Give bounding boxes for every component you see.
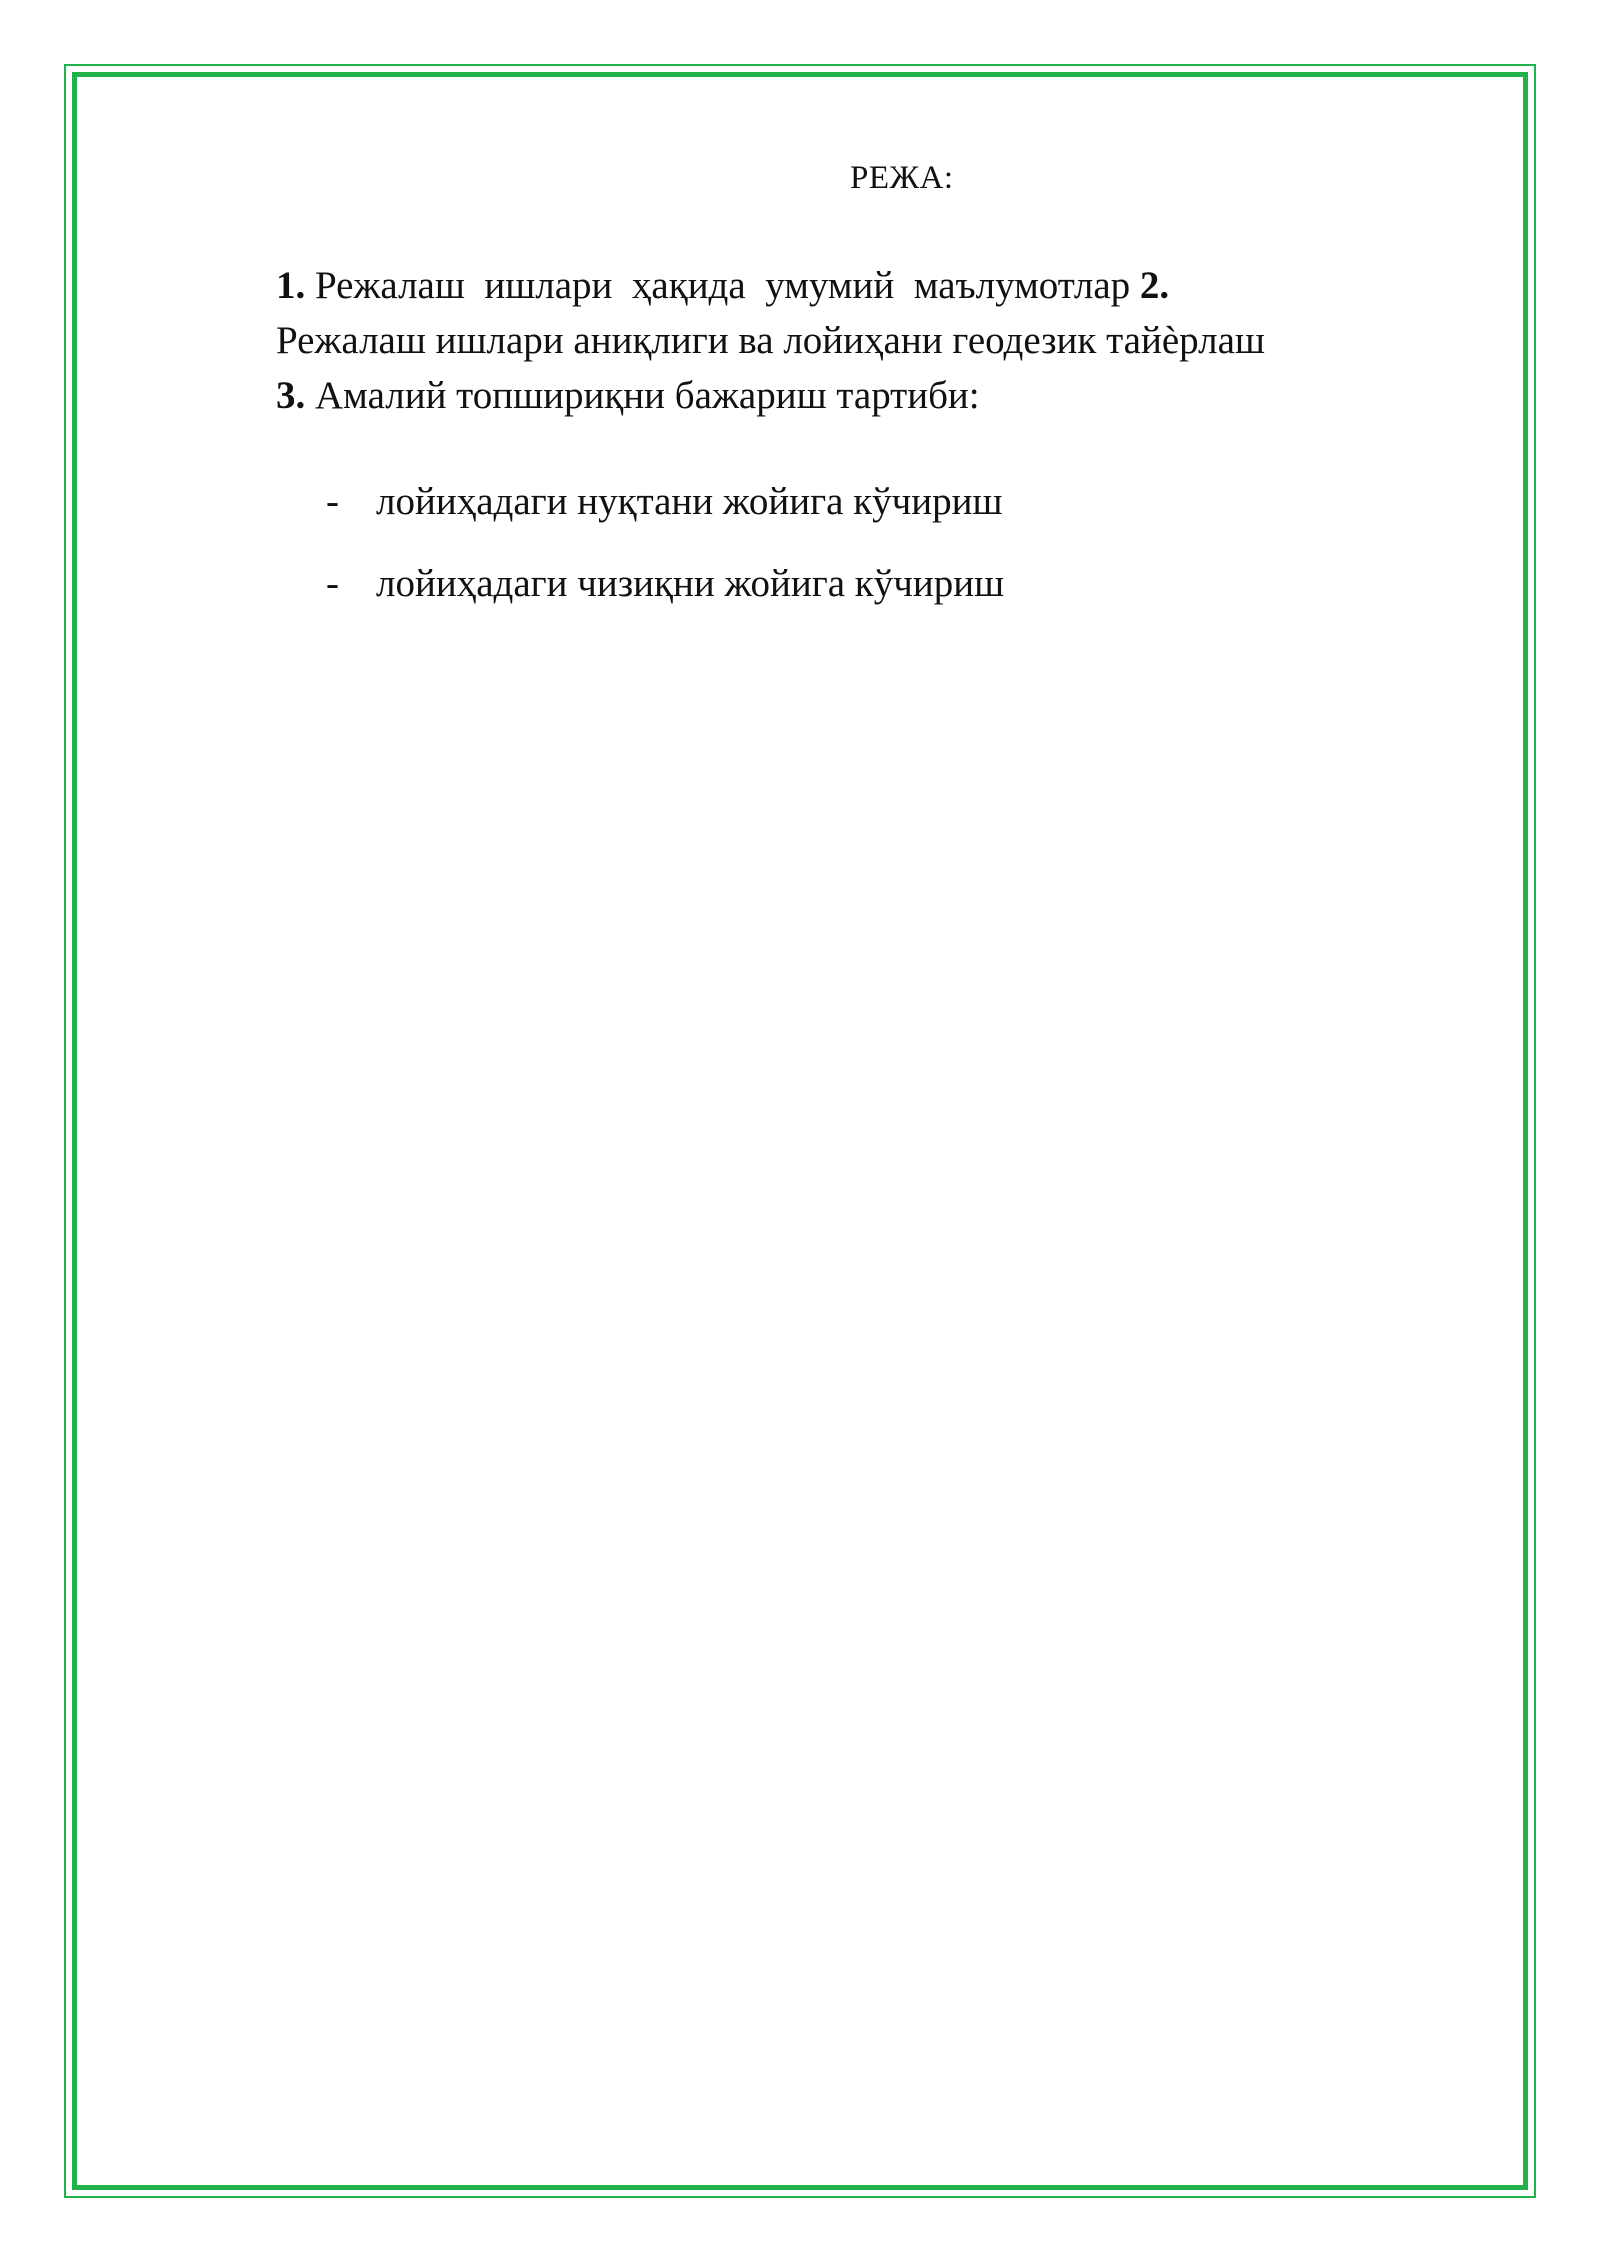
plan-item-text-3: Амалий топшириқни бажариш тартиби:: [315, 374, 980, 417]
sub-item-list: [326, 474, 1004, 638]
dash-marker: -: [326, 480, 339, 523]
plan-line-1: [276, 258, 1386, 313]
sub-item-text-1: лойиҳадаги нуқтани жойига кўчириш: [376, 480, 1003, 523]
plan-line-2: [276, 313, 1386, 368]
page-heading: РЕЖА:: [850, 160, 954, 196]
plan-item-number-2: 2.: [1139, 264, 1170, 307]
list-item: [326, 474, 1004, 529]
plan-item-number-3: 3.: [276, 374, 306, 417]
plan-item-text-2: Режалаш ишлари аниқлиги ва лойиҳани геодезик тайѐрлаш: [276, 319, 1265, 362]
sub-item-text-2: лойиҳадаги чизиқни жойига кўчириш: [376, 562, 1005, 605]
plan-list: [276, 258, 1386, 423]
plan-item-number-1: 1.: [276, 264, 306, 307]
dash-marker: -: [326, 562, 339, 605]
plan-item-text-1: Режалаш ишлари ҳақида умумий маълумотлар: [315, 264, 1131, 307]
plan-line-3: [276, 368, 1386, 423]
list-item: [326, 556, 1004, 611]
